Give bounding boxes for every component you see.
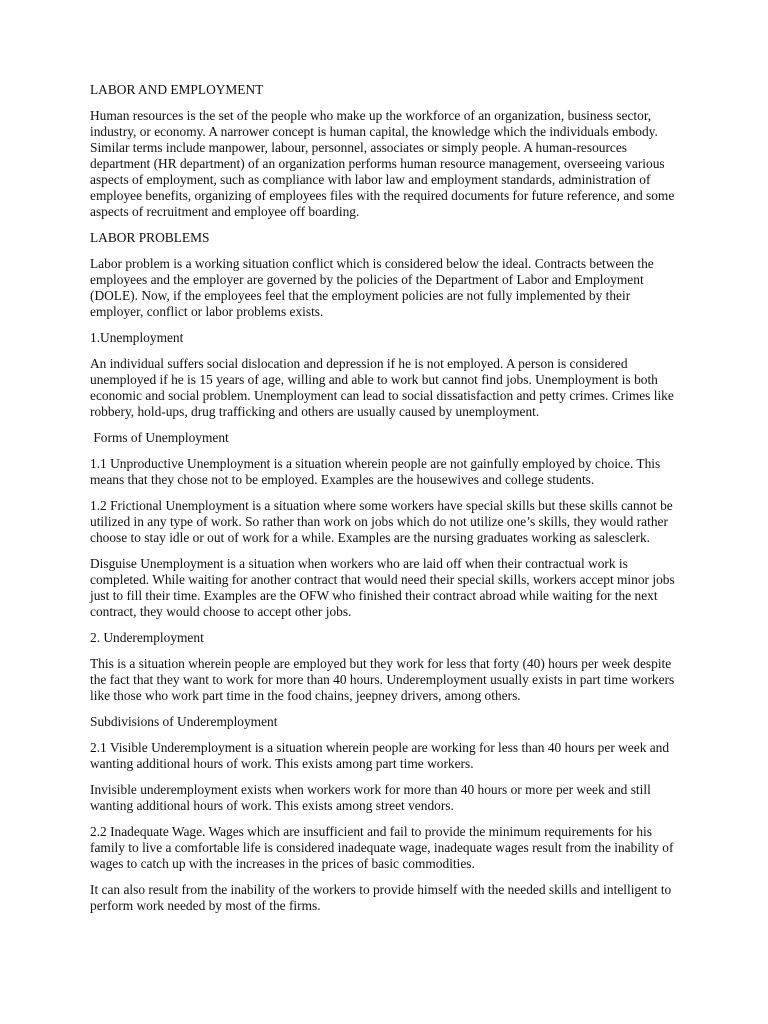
subdivisions-heading: Subdivisions of Underemployment: [90, 714, 278, 729]
invisible-underemployment-paragraph: Invisible underemployment exists when workers work for more than 40 hours or more per week and still wanting additional hours of work. This exists among street vendors.: [90, 782, 651, 813]
title-heading: LABOR AND EMPLOYMENT: [90, 82, 264, 97]
labor-problems-heading: LABOR PROBLEMS: [90, 230, 210, 245]
visible-underemployment-paragraph: 2.1 Visible Underemployment is a situation wherein people are working for less than 40 hours per week and wanting additional hours of work. This exists among part time workers.: [90, 740, 670, 771]
unproductive-unemployment-paragraph: 1.1 Unproductive Unemployment is a situation wherein people are not gainfully employed by choice. This means that they chose not to be employed. Examples are the housewives and college students.: [90, 456, 661, 487]
forms-of-unemployment-heading: Forms of Unemployment: [90, 430, 229, 445]
underemployment-paragraph: This is a situation wherein people are employed but they work for less that forty (40) hours per week despite the fact that they want to work for more than 40 hours. Underemployment usually exists in part time workers like those who work part time in the food chains, jeepney drivers, among others.: [90, 656, 675, 703]
inadequate-wage-paragraph: 2.2 Inadequate Wage. Wages which are insufficient and fail to provide the minimum requirements for his family to live a comfortable life is considered inadequate wage, inadequate wages result from the inability of wages to catch up with the increases in the prices of basic commodities.: [90, 824, 674, 871]
workers-inability-paragraph: It can also result from the inability of the workers to provide himself with the needed skills and intelligent to perform work needed by most of the firms.: [90, 882, 672, 913]
labor-problems-paragraph: Labor problem is a working situation conflict which is considered below the ideal. Contracts between the employees and the employer are governed by the policies of the Department of Labor and Employment (DOLE). Now, if the employees feel that the employment policies are not fully implemented by their employer, conflict or labor problems exists.: [90, 256, 654, 319]
frictional-unemployment-paragraph: 1.2 Frictional Unemployment is a situation where some workers have special skills but these skills cannot be utilized in any type of work. So rather than work on jobs which do not utilize one’s skills, they would rather choose to stay idle or out of work for a while. Examples are the nursing graduates working as salesclerk.: [90, 498, 673, 545]
document-page: [90, 82, 682, 924]
unemployment-paragraph: An individual suffers social dislocation and depression if he is not employed. A person is considered unemployed if he is 15 years of age, willing and able to work but cannot find jobs. Unemployment is both economic and social problem. Unemployment can lead to social dissatisfaction and petty crimes. Crimes like robbery, hold-ups, drug trafficking and others are usually caused by unemployment.: [90, 356, 674, 419]
unemployment-heading: 1.Unemployment: [90, 330, 184, 345]
underemployment-heading: 2. Underemployment: [90, 630, 204, 645]
disguise-unemployment-paragraph: Disguise Unemployment is a situation when workers who are laid off when their contractual work is completed. While waiting for another contract that would need their special skills, workers accept minor jobs just to fill their time. Examples are the OFW who finished their contract abroad while waiting for the next contract, they would choose to accept other jobs.: [90, 556, 675, 619]
intro-paragraph: Human resources is the set of the people who make up the workforce of an organization, business sector, industry, or economy. A narrower concept is human capital, the knowledge which the individuals embody. Similar terms include manpower, labour, personnel, associates or simply people. A human-resources department (HR department) of an organization performs human resource management, overseeing various aspects of employment, such as compliance with labor law and employment standards, administration of employee benefits, organizing of employees files with the required documents for future reference, and some aspects of recruitment and employee off boarding.: [90, 108, 675, 219]
